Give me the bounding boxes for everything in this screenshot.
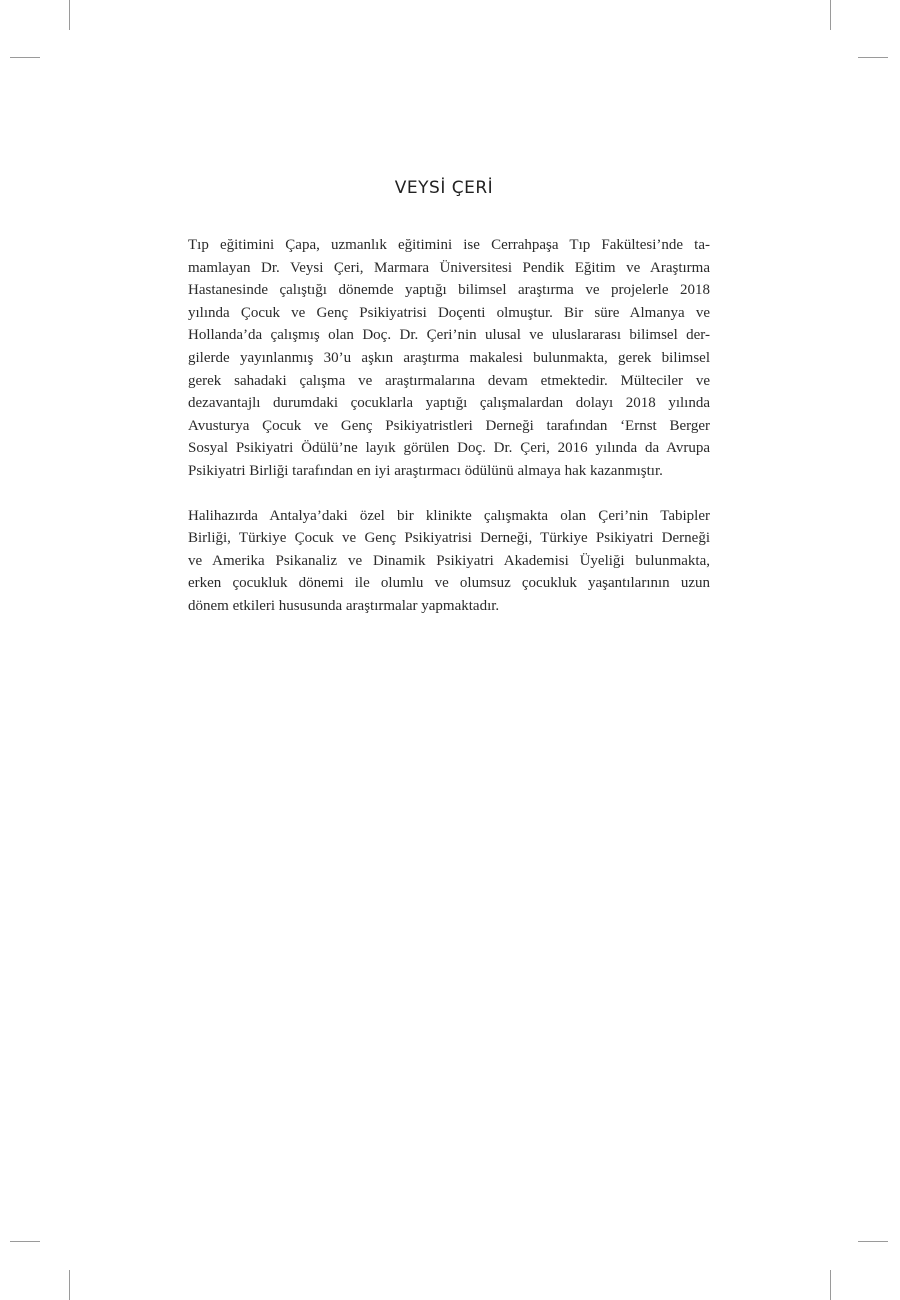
paragraph [188,505,710,618]
biography-text [188,234,710,618]
text-line: ve Amerika Psikanaliz ve Dinamik Psikiyatri Akademisi Üyeliği bulunmakta, [188,552,710,569]
text-line: Halihazırda Antalya’daki özel bir klinikte çalışmakta olan Çeri’nin Tabipler [188,507,710,524]
page-title: VEYSİ ÇERİ [394,178,494,198]
crop-mark-left-bottom [10,1241,40,1242]
text-line: Tıp eğitimini Çapa, uzmanlık eğitimini ise Cerrahpaşa Tıp Fakültesi’nde ta- [188,237,710,253]
crop-mark-right-top [858,57,888,58]
crop-mark-top-left [69,0,70,30]
text-line: Hastanesinde çalıştığı dönemde yaptığı bilimsel araştırma ve projelerle 2018 [188,282,710,299]
crop-mark-left-top [10,57,40,58]
crop-mark-top-right [830,0,831,30]
text-line: erken çocukluk dönemi ile olumlu ve olumsuz çocukluk yaşantılarının uzun [188,575,710,592]
text-line: Avusturya Çocuk ve Genç Psikiyatristleri Derneği tarafından ‘Ernst Berger [188,417,710,434]
crop-mark-bottom-right [830,1270,831,1300]
text-line: Sosyal Psikiyatri Ödülü’ne layık görülen Doç. Dr. Çeri, 2016 yılında da Avrupa [188,440,710,457]
text-line: gilerde yayınlanmış 30’u aşkın araştırma makalesi bulunmakta, gerek bilimsel [188,349,710,366]
paragraph [188,234,710,483]
text-line: Psikiyatri Birliği tarafından en iyi araştırmacı ödülünü almaya hak kazanmıştır. [188,462,663,479]
crop-mark-bottom-left [69,1270,70,1300]
text-line: dönem etkileri hususunda araştırmalar yapmaktadır. [188,597,500,614]
text-line: yılında Çocuk ve Genç Psikiyatrisi Doçenti olmuştur. Bir süre Almanya ve [188,304,710,321]
text-line: gerek sahadaki çalışma ve araştırmalarına devam etmektedir. Mülteciler ve [188,372,710,389]
text-line: Hollanda’da çalışmış olan Doç. Dr. Çeri’nin ulusal ve uluslararası bilimsel der- [188,327,710,344]
text-line: Birliği, Türkiye Çocuk ve Genç Psikiyatrisi Derneği, Türkiye Psikiyatri Derneği [188,530,710,547]
text-line: mamlayan Dr. Veysi Çeri, Marmara Üniversitesi Pendik Eğitim ve Araştırma [188,259,710,276]
crop-mark-right-bottom [858,1241,888,1242]
text-line: dezavantajlı durumdaki çocuklarla yaptığı çalışmalardan dolayı 2018 yılında [188,395,710,412]
